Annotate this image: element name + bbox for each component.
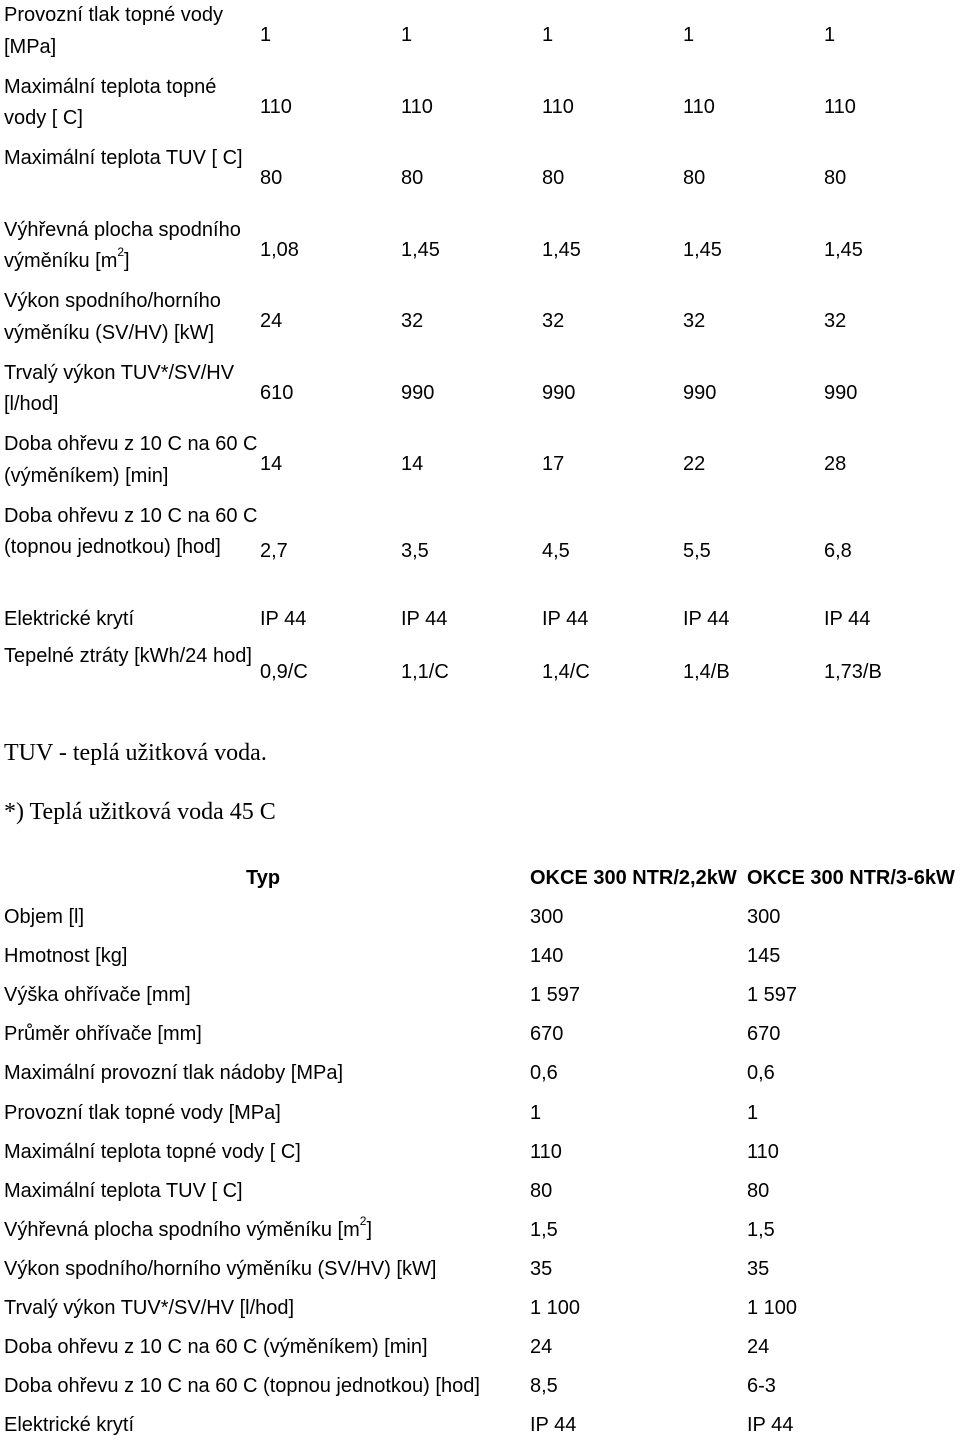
row-label: Maximální teplota topné vody [ C] xyxy=(4,1140,301,1163)
cell-value: 1,73/B xyxy=(824,660,882,683)
table-row xyxy=(4,1133,960,1172)
cell-value: 1,45 xyxy=(683,238,722,261)
row-label: Tepelné ztráty [kWh/24 hod] xyxy=(4,644,252,667)
row-label: Doba ohřevu z 10 C na 60 C (výměníkem) [min] xyxy=(4,433,258,487)
cell-value: 140 xyxy=(530,945,564,968)
cell-value: IP 44 xyxy=(401,608,448,631)
table-row xyxy=(4,1406,960,1445)
cell-value: 22 xyxy=(683,453,706,475)
row-label: Elektrické krytí xyxy=(4,1414,135,1437)
cell-value: 1 xyxy=(260,24,272,46)
cell-value: 1,08 xyxy=(260,238,299,261)
column-header-model: OKCE 300 NTR/3-6kW xyxy=(747,866,955,889)
cell-value: 300 xyxy=(747,906,781,929)
cell-value: 610 xyxy=(260,381,294,404)
table-row xyxy=(4,1093,960,1132)
cell-value: 32 xyxy=(824,310,847,332)
table-row xyxy=(4,1328,960,1367)
table-row xyxy=(4,501,960,604)
cell-value: 990 xyxy=(542,381,576,404)
cell-value: 6-3 xyxy=(747,1375,776,1398)
cell-value: 24 xyxy=(260,310,283,332)
cell-value: 32 xyxy=(683,310,706,332)
cell-value: IP 44 xyxy=(824,608,871,631)
cell-value: 1,4/B xyxy=(683,660,730,683)
cell-value: 14 xyxy=(401,453,424,475)
cell-value: 2,7 xyxy=(260,540,288,563)
cell-value: 80 xyxy=(542,167,565,189)
row-label: Doba ohřevu z 10 C na 60 C (topnou jednotkou) [hod] xyxy=(4,1375,480,1398)
cell-value: 35 xyxy=(747,1257,770,1280)
table-row xyxy=(4,358,960,430)
table-row xyxy=(4,1289,960,1328)
cell-value: 1,45 xyxy=(401,238,440,261)
row-label: Trvalý výkon TUV*/SV/HV [l/hod] xyxy=(4,1296,295,1319)
row-label: Maximální teplota TUV [ C] xyxy=(4,1179,243,1202)
tuv-note: TUV - teplá užitková voda. xyxy=(4,740,267,766)
cell-value: 24 xyxy=(747,1336,770,1359)
table-row xyxy=(4,637,960,709)
cell-value: 1 xyxy=(401,24,413,46)
row-label: Výška ohřívače [mm] xyxy=(4,984,191,1007)
row-label: Trvalý výkon TUV*/SV/HV [l/hod] xyxy=(4,361,235,415)
table-row xyxy=(4,604,960,637)
cell-value: 110 xyxy=(260,95,292,118)
table-row xyxy=(4,937,960,976)
cell-value: 1,5 xyxy=(747,1218,775,1241)
column-header-type: Typ xyxy=(246,866,281,889)
cell-value: 0,6 xyxy=(530,1062,558,1085)
column-header-model: OKCE 300 NTR/2,2kW xyxy=(530,866,737,889)
spec-table-continued xyxy=(4,0,960,709)
table-row xyxy=(4,215,960,287)
row-label: Výkon spodního/horního výměníku (SV/HV) [kW] xyxy=(4,290,221,344)
cell-value: 1 xyxy=(747,1101,759,1124)
cell-value: IP 44 xyxy=(747,1414,794,1437)
cell-value: 14 xyxy=(260,453,283,475)
cell-value: 145 xyxy=(747,945,781,968)
table-header-row xyxy=(4,858,960,898)
row-label: Výhřevná plocha spodního výměníku $[m^2]$ xyxy=(4,1214,373,1241)
row-label: Výkon spodního/horního výměníku (SV/HV) [kW] xyxy=(4,1257,437,1280)
row-label: Doba ohřevu z 10 C na 60 C (topnou jednotkou) [hod] xyxy=(4,504,258,558)
cell-value: IP 44 xyxy=(683,608,730,631)
table-row xyxy=(4,1211,960,1250)
cell-value: 80 xyxy=(260,167,283,189)
row-label: Doba ohřevu z 10 C na 60 C (výměníkem) [min] xyxy=(4,1336,428,1359)
cell-value: 110 xyxy=(824,95,856,118)
cell-value: 990 xyxy=(824,381,858,404)
row-label: Hmotnost [kg] xyxy=(4,945,128,968)
table-row xyxy=(4,72,960,144)
cell-value: 1,45 xyxy=(542,238,581,261)
cell-value: 80 xyxy=(824,167,847,189)
cell-value: 0,6 xyxy=(747,1062,775,1085)
spec-table-okce-300 xyxy=(4,858,960,1445)
row-label: Provozní tlak topné vody [MPa] xyxy=(4,1101,281,1124)
cell-value: 80 xyxy=(530,1179,553,1202)
cell-value: 1,4/C xyxy=(542,660,590,683)
cell-value: 32 xyxy=(542,310,565,332)
cell-value: 1 xyxy=(542,24,554,46)
cell-value: 1,1/C xyxy=(401,660,449,683)
cell-value: 1 xyxy=(530,1101,542,1124)
cell-value: 300 xyxy=(530,906,564,929)
cell-value: 80 xyxy=(747,1179,770,1202)
cell-value: 670 xyxy=(747,1023,781,1046)
cell-value: 28 xyxy=(824,453,847,475)
table-row xyxy=(4,976,960,1015)
cell-value: 1 100 xyxy=(747,1296,798,1319)
cell-value: 80 xyxy=(683,167,706,189)
cell-value: 32 xyxy=(401,310,424,332)
cell-value: 17 xyxy=(542,453,565,475)
cell-value: 5,5 xyxy=(683,540,711,563)
table-row xyxy=(4,0,960,72)
table-row xyxy=(4,1367,960,1406)
cell-value: 4,5 xyxy=(542,540,570,563)
cell-value: IP 44 xyxy=(530,1414,577,1437)
table-row xyxy=(4,143,960,215)
cell-value: 80 xyxy=(401,167,424,189)
cell-value: 1 597 xyxy=(530,984,581,1007)
cell-value: 3,5 xyxy=(401,540,429,563)
cell-value: 1,5 xyxy=(530,1218,558,1241)
row-label: Výhřevná plocha spodního výměníku $[m^2]$ xyxy=(4,218,241,272)
table-row xyxy=(4,1054,960,1093)
cell-value: 110 xyxy=(530,1140,562,1163)
cell-value: 670 xyxy=(530,1023,564,1046)
cell-value: 990 xyxy=(401,381,435,404)
cell-value: 8,5 xyxy=(530,1375,558,1398)
cell-value: IP 44 xyxy=(260,608,307,631)
table-row xyxy=(4,286,960,358)
row-label: Maximální provozní tlak nádoby [MPa] xyxy=(4,1062,344,1085)
table-row xyxy=(4,898,960,937)
cell-value: 990 xyxy=(683,381,717,404)
cell-value: 24 xyxy=(530,1336,553,1359)
footnote: *) Teplá užitková voda 45 C xyxy=(4,799,276,825)
table-row xyxy=(4,1172,960,1211)
cell-value: 110 xyxy=(747,1140,779,1163)
cell-value: 0,9/C xyxy=(260,660,308,683)
cell-value: IP 44 xyxy=(542,608,589,631)
cell-value: 35 xyxy=(530,1257,553,1280)
table-row xyxy=(4,429,960,501)
table-row xyxy=(4,1250,960,1289)
cell-value: 6,8 xyxy=(824,540,852,563)
row-label: Maximální teplota TUV [ C] xyxy=(4,147,243,169)
cell-value: 110 xyxy=(542,95,574,118)
table-row xyxy=(4,1015,960,1054)
row-label: Průměr ohřívače [mm] xyxy=(4,1023,202,1046)
cell-value: 1,45 xyxy=(824,238,863,261)
cell-value: 1 xyxy=(683,24,695,46)
row-label: Provozní tlak topné vody [MPa] xyxy=(4,4,224,58)
row-label: Maximální teplota topné vody [ C] xyxy=(4,75,217,129)
row-label: Elektrické krytí xyxy=(4,608,135,631)
row-label: Objem [l] xyxy=(4,906,85,929)
cell-value: 110 xyxy=(683,95,715,118)
cell-value: 1 xyxy=(824,24,836,46)
cell-value: 1 597 xyxy=(747,984,798,1007)
cell-value: 110 xyxy=(401,95,433,118)
cell-value: 1 100 xyxy=(530,1296,581,1319)
